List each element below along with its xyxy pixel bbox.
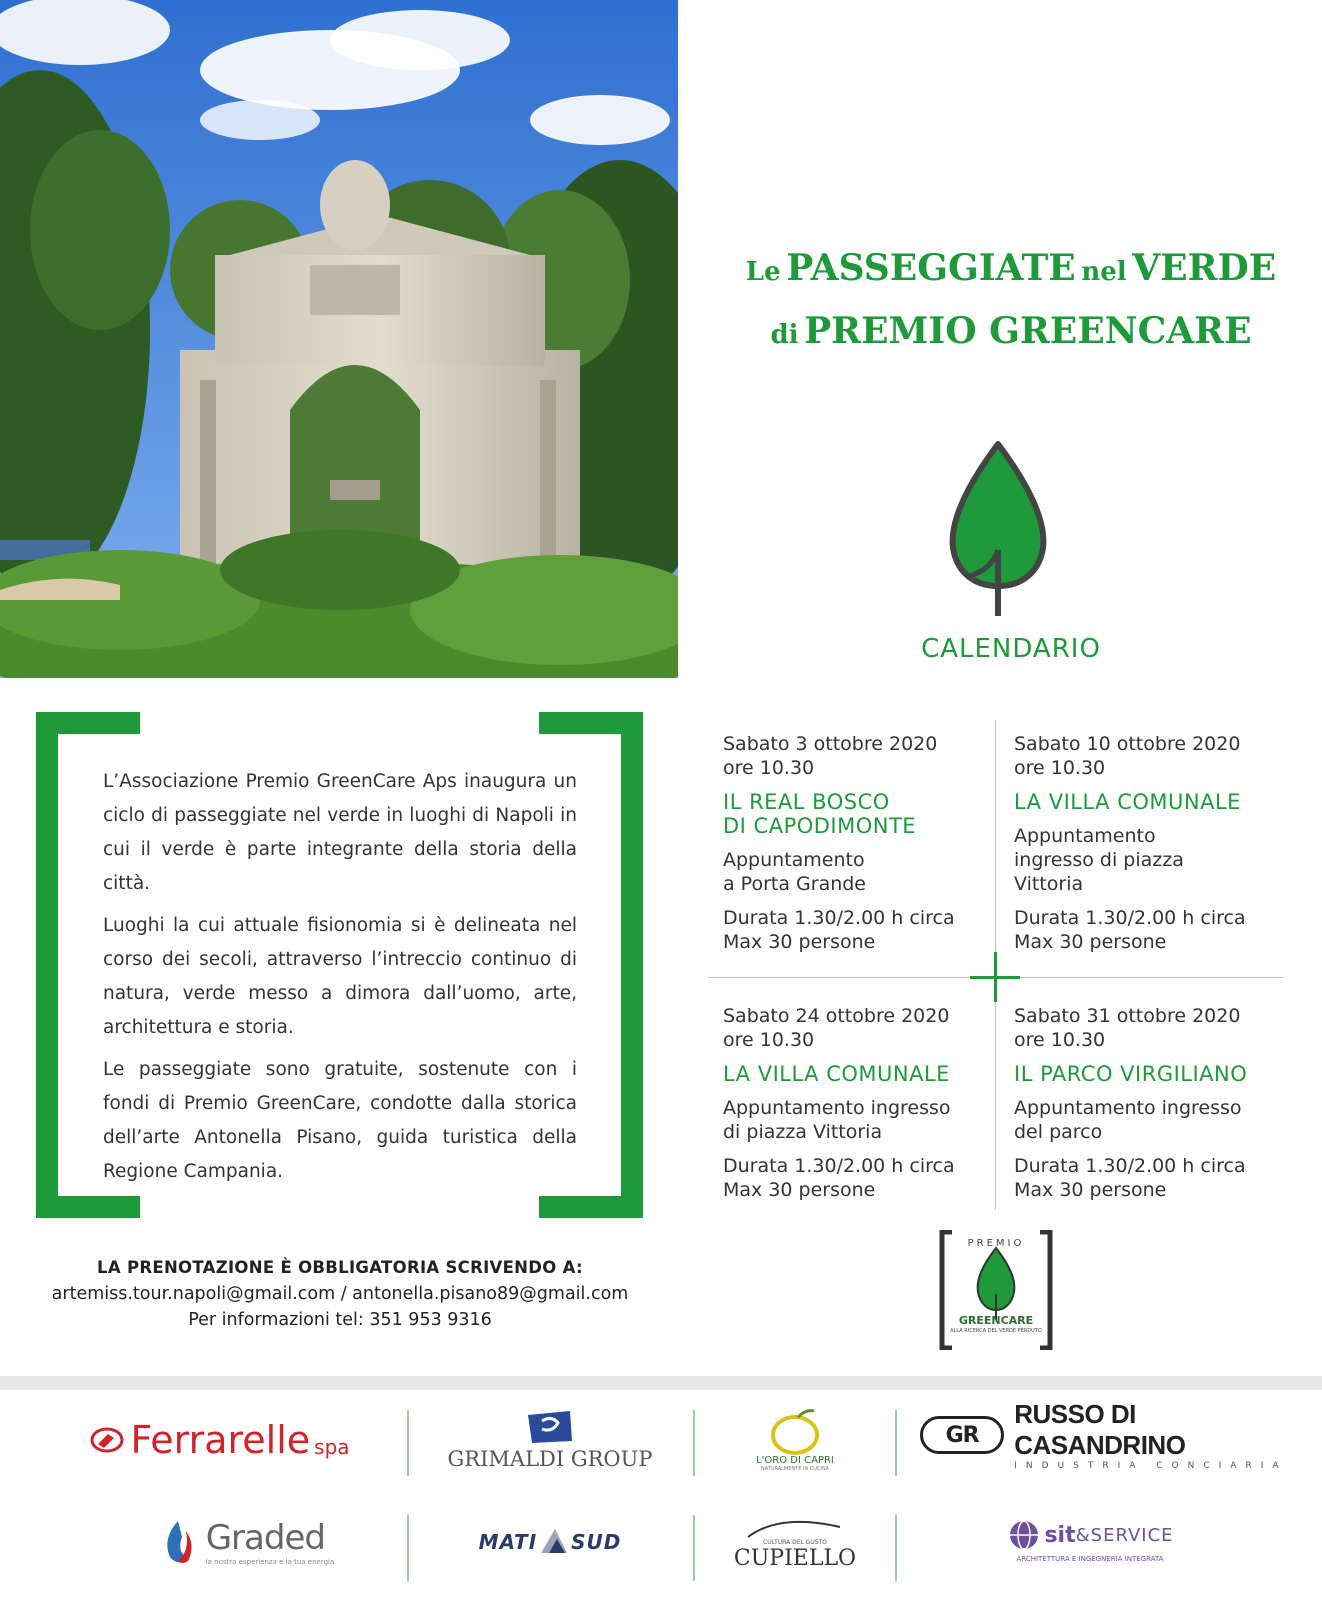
sponsor-oro-di-capri: L'ORO DI CAPRI NATURALMENTE IN CUCINA xyxy=(720,1398,870,1480)
event-meeting-point: Appuntamento ingresso di piazza Vittoria xyxy=(723,1097,951,1143)
sponsor-ferrarelle: Ferrarelle spa xyxy=(40,1415,400,1465)
grimaldi-flag-icon xyxy=(522,1409,578,1445)
event-date: Sabato 24 ottobre 2020 xyxy=(723,1005,950,1027)
event-duration: Durata 1.30/2.00 h circa Max 30 persone xyxy=(723,907,955,953)
booking-heading: LA PRENOTAZIONE È OBBLIGATORIA SCRIVENDO A: xyxy=(97,1258,583,1277)
sponsor-sit-service: sit &SERVICE ARCHITETTURA E INGEGNERIA INTEGRATA xyxy=(990,1505,1190,1575)
event-place: LA VILLA COMUNALE xyxy=(723,1062,950,1086)
sponsor-divider xyxy=(407,1410,409,1476)
event-place: IL PARCO VIRGILIANO xyxy=(1014,1062,1248,1086)
russo-logo-mark: GR xyxy=(920,1416,1004,1454)
event-place: LA VILLA COMUNALE xyxy=(1014,790,1241,814)
sponsor-bar-top xyxy=(0,1376,1322,1390)
booking-emails[interactable]: artemiss.tour.napoli@gmail.com / antonella.pisano89@gmail.com xyxy=(51,1284,629,1304)
intro-paragraph: Luoghi la cui attuale fisionomia si è delineata nel corso dei secoli, attraverso l’intreccio continuo di natura, verde messo a dimora dall’uomo, arte, architettura e storia. xyxy=(103,915,577,1038)
event-3 xyxy=(723,1004,993,1202)
sponsor-russo-di-casandrino: GR RUSSO DI CASANDRINO INDUSTRIA CONCIARIA xyxy=(920,1405,1300,1465)
event-time: ore 10.30 xyxy=(723,1029,815,1051)
event-time: ore 10.30 xyxy=(1014,1029,1106,1051)
logo-top-text: PREMIO xyxy=(967,1238,1025,1249)
event-2 xyxy=(1014,732,1284,954)
event-meeting-point: Appuntamento ingresso del parco xyxy=(1014,1097,1242,1143)
sit-globe-icon xyxy=(1006,1517,1042,1553)
event-meeting-point: Appuntamento a Porta Grande xyxy=(723,849,867,895)
logo-tagline: ALLA RICERCA DEL VERDE PERDUTO xyxy=(950,1328,1042,1334)
intro-paragraph: Le passeggiate sono gratuite, sostenute con i fondi di Premio GreenCare, condotte dalla storica dell’arte Antonella Pisano, guida turistica della Regione Campania. xyxy=(103,1059,577,1182)
sponsor-mati-sud: MATI SUD xyxy=(440,1522,660,1562)
event-duration: Durata 1.30/2.00 h circa Max 30 persone xyxy=(1014,1155,1246,1201)
booking-phone: Per informazioni tel: 351 953 9316 xyxy=(188,1310,492,1330)
calendario-heading: CALENDARIO xyxy=(921,634,1101,664)
event-date: Sabato 10 ottobre 2020 xyxy=(1014,733,1241,755)
event-duration: Durata 1.30/2.00 h circa Max 30 persone xyxy=(1014,907,1246,953)
event-duration: Durata 1.30/2.00 h circa Max 30 persone xyxy=(723,1155,955,1201)
grid-cross xyxy=(970,976,1020,979)
intro-text xyxy=(103,765,577,1197)
sponsor-divider xyxy=(895,1410,897,1476)
event-meeting-point: Appuntamento ingresso di piazza Vittoria xyxy=(1014,825,1184,895)
intro-paragraph: L’Associazione Premio GreenCare Aps inaugura un ciclo di passeggiate nel verde in luoghi di Napoli in cui il verde è parte integrante della storia della città. xyxy=(103,771,577,894)
sponsor-divider xyxy=(693,1515,695,1581)
booking-info xyxy=(0,1255,680,1333)
event-date: Sabato 3 ottobre 2020 xyxy=(723,733,938,755)
graded-flame-icon xyxy=(156,1517,202,1567)
title-line-1: Le PASSEGGIATE nel VERDE xyxy=(745,247,1277,289)
title-line-2: di PREMIO GREENCARE xyxy=(770,310,1252,352)
cupiello-swoosh-icon xyxy=(740,1517,850,1539)
lemon-icon xyxy=(760,1407,830,1455)
sponsor-divider xyxy=(693,1410,695,1476)
sponsor-divider xyxy=(407,1515,409,1581)
sponsor-grimaldi: GRIMALDI GROUP xyxy=(430,1400,670,1480)
park-photo xyxy=(0,0,678,678)
event-time: ore 10.30 xyxy=(1014,757,1106,779)
event-place: IL REAL BOSCO DI CAPODIMONTE xyxy=(723,790,917,838)
sponsor-graded: Graded la nostra esperienza e la tua energia xyxy=(130,1512,360,1572)
mati-sud-mark-icon xyxy=(537,1527,571,1557)
leaf-icon xyxy=(945,438,1051,618)
logo-name: GREENCARE xyxy=(958,1314,1034,1327)
premio-greencare-logo xyxy=(938,1230,1054,1350)
event-4 xyxy=(1014,1004,1284,1202)
ferrarelle-icon xyxy=(90,1426,124,1454)
event-1 xyxy=(723,732,993,954)
main-title xyxy=(700,240,1322,366)
sponsor-divider xyxy=(895,1515,897,1581)
sponsor-cupiello: CULTURA DEL GUSTO CUPIELLO xyxy=(720,1512,870,1576)
event-time: ore 10.30 xyxy=(723,757,815,779)
event-date: Sabato 31 ottobre 2020 xyxy=(1014,1005,1241,1027)
